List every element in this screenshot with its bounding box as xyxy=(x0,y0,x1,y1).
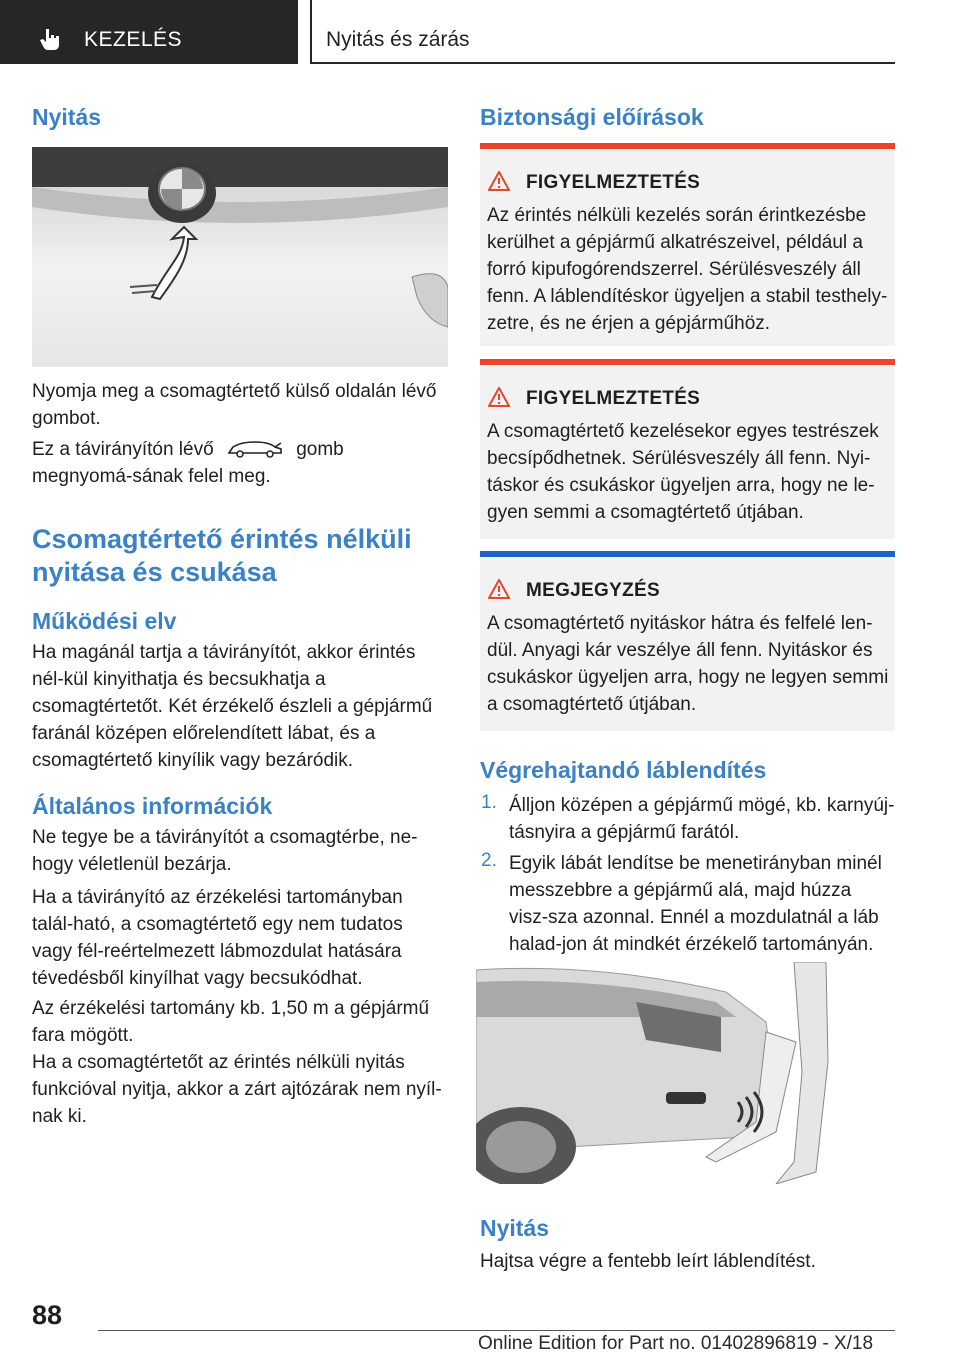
paragraph-open: Hajtsa végre a fentebb leírt láblendítést. xyxy=(480,1251,816,1272)
heading-safety: Biztonsági előírások xyxy=(480,104,704,130)
note-bar xyxy=(480,551,895,557)
step-text: Egyik lábát lendítse be menetirányban minél messzebbre a gépjármű alá, majd húzza visz-sza azonnal. Ennél a mozdulatnál a láb halad-jon át mindkét érzékelő tartományán. xyxy=(509,853,882,955)
paragraph-general-4: Ha a csomagtértetőt az érintés nélküli nyitás funkcióval nyitja, akkor a zárt ajtózárak nem nyíl-nak ki. xyxy=(32,1052,442,1127)
warning-text: A csomagtértető kezelésekor egyes testrészek becsípődhetnek. Sérülésveszély áll fenn. Nyi-táskor és csukáskor ügyeljen arra, hogy ne le-gyen semmi a csomagtértető útjában. xyxy=(487,421,879,523)
note-box xyxy=(480,551,895,731)
hand-pointer-icon xyxy=(40,27,62,51)
header-divider xyxy=(310,0,312,64)
warning-box xyxy=(480,143,895,346)
warning-bar xyxy=(480,359,895,365)
section-label: KEZELÉS xyxy=(84,28,183,51)
warning-title: FIGYELMEZTETÉS xyxy=(526,388,701,409)
trunk-button-photo xyxy=(32,147,448,367)
kick-gesture-photo xyxy=(476,962,832,1184)
paragraph-remote xyxy=(32,436,448,490)
heading-principle: Működési elv xyxy=(32,608,177,634)
warning-text: Az érintés nélküli kezelés során érintkezésbe kerülhet a gépjármű alkatrészeivel, például a forró kipufogórendszerrel. Sérülésveszély áll fenn. A láblendítéskor ügyeljen a stabil testhely-zetre, és ne érjen a gépjárműhöz. xyxy=(487,205,888,334)
section-tab[interactable] xyxy=(0,0,298,64)
heading-opening: Nyitás xyxy=(32,104,102,130)
edition-text: Online Edition for Part no. 01402896819 - X/18 xyxy=(478,1333,874,1354)
note-triangle-icon xyxy=(488,579,510,599)
car-trunk-icon xyxy=(225,439,285,459)
paragraph-general-2: Ha a távirányító az érzékelési tartományban talál-ható, a csomagtértető egy nem tudatos vagy fél-reértelmezett lábmozdulat hatására tévedésből kinyílhat vagy becsukódhat. xyxy=(32,887,403,989)
remote-text-before: Ez a távirányítón lévő xyxy=(32,439,214,460)
paragraph-general-3: Az érzékelési tartomány kb. 1,50 m a gépjármű fara mögött. xyxy=(32,998,430,1046)
chapter-title: Nyitás és zárás xyxy=(326,28,470,51)
step-number: 1. xyxy=(481,792,497,813)
remote-text-after: gomb megnyomá-sának felel meg. xyxy=(32,439,344,487)
step-text: Álljon középen a gépjármű mögé, kb. karnyúj-tásnyira a gépjármű farától. xyxy=(509,795,895,843)
warning-bar xyxy=(480,143,895,149)
warning-title: FIGYELMEZTETÉS xyxy=(526,172,701,193)
paragraph-press-button: Nyomja meg a csomagtértető külső oldalán lévő gombot. xyxy=(32,381,437,429)
paragraph-principle: Ha magánál tartja a távirányítót, akkor érintés nél-kül kinyithatja és becsukhatja a csomagtértetőt. Két érzékelő észleli a gépjármű faránál középen előrelendített lábat, és a csomagtértető kinyílik vagy bezáródik. xyxy=(32,642,433,771)
heading-general: Általános információk xyxy=(32,793,273,819)
heading-kick: Végrehajtandó láblendítés xyxy=(480,757,767,783)
trunk-illustration xyxy=(32,147,448,367)
header-rule xyxy=(312,62,895,64)
footer-rule xyxy=(98,1330,895,1331)
heading-contactless: Csomagtértető érintés nélküli nyitása és csukása xyxy=(32,524,412,587)
kick-illustration xyxy=(476,962,832,1184)
step-number: 2. xyxy=(481,850,497,871)
note-text: A csomagtértető nyitáskor hátra és felfelé len-dül. Anyagi kár veszélye áll fenn. Nyitáskor és csukáskor ügyeljen arra, hogy ne legyen semmi a csomagtértető útjában. xyxy=(487,613,889,715)
warning-triangle-icon xyxy=(488,171,510,191)
heading-open: Nyitás xyxy=(480,1215,550,1241)
paragraph-general-1: Ne tegye be a távirányítót a csomagtérbe, ne-hogy véletlenül bezárja. xyxy=(32,827,418,875)
page-number: 88 xyxy=(32,1300,63,1330)
warning-box xyxy=(480,359,895,539)
warning-triangle-icon xyxy=(488,387,510,407)
note-title: MEGJEGYZÉS xyxy=(526,580,660,601)
